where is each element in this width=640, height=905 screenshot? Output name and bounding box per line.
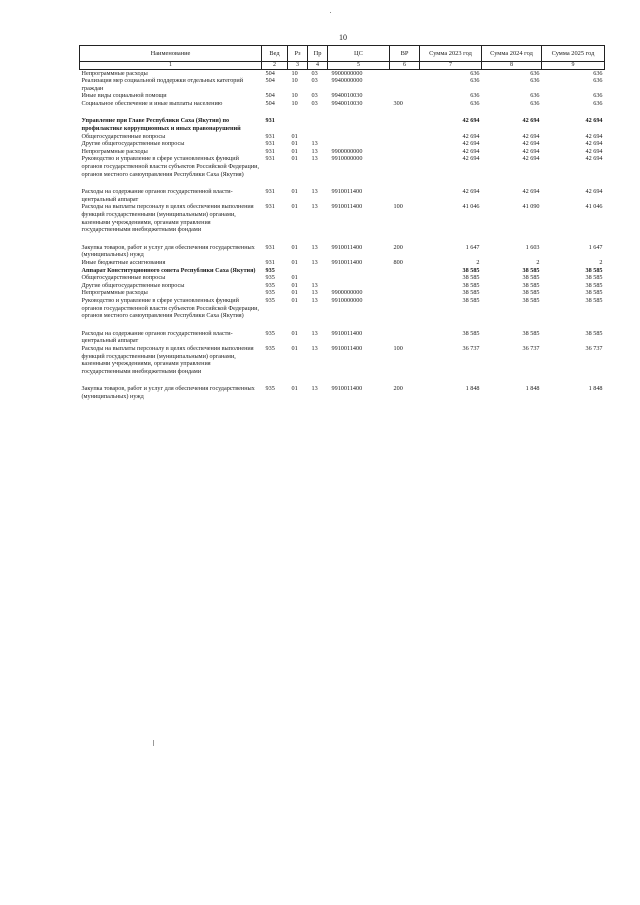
cell-vr: [390, 148, 420, 156]
cell-ved: 935: [265, 329, 275, 337]
cell-vr: [390, 289, 420, 297]
cell-rz: 10: [291, 99, 298, 107]
cell-pr: 13: [311, 243, 318, 251]
cell-cs: 9910011400: [331, 385, 363, 393]
cell-rz: 01: [291, 140, 298, 148]
table-row: [80, 203, 605, 233]
header-sum-2023: Сумма 2023 год: [420, 46, 482, 62]
cell-sum-2025: 42 694: [585, 117, 603, 125]
cell-sum-2024: 636: [530, 69, 540, 77]
header-sum-2024: Сумма 2024 год: [482, 46, 542, 62]
cell-pr: [308, 133, 328, 141]
spacer-row: [80, 320, 605, 330]
cell-rz: [288, 117, 308, 132]
cell-pr: 03: [311, 99, 318, 107]
cell-name: Непрограммные расходы: [81, 289, 148, 297]
cell-pr: 13: [311, 140, 318, 148]
cell-vr: 200: [393, 385, 403, 393]
budget-table: [79, 45, 605, 400]
cell-sum-2025: 38 585: [585, 281, 603, 289]
cell-cs: 9940010030: [331, 99, 363, 107]
cell-pr: 13: [311, 289, 318, 297]
cell-cs: 9910011400: [331, 258, 363, 266]
header-sum-2025: Сумма 2025 год: [542, 46, 605, 62]
cell-rz: 01: [291, 188, 298, 196]
cell-rz: 01: [291, 203, 298, 211]
cell-pr: 13: [311, 296, 318, 304]
cell-sum-2025: 38 585: [585, 329, 603, 337]
cell-sum-2023: 1 848: [465, 385, 480, 393]
cell-vr: [390, 133, 420, 141]
header-ved: Вед: [262, 46, 288, 62]
cell-sum-2025: 38 585: [585, 296, 603, 304]
cell-rz: 01: [291, 243, 298, 251]
table-row: [80, 289, 605, 297]
cell-sum-2025: 636: [593, 92, 603, 100]
cell-cs: [328, 133, 390, 141]
table-row: [80, 100, 605, 108]
cell-sum-2023: 636: [470, 69, 480, 77]
cell-ved: 504: [265, 69, 275, 77]
cell-name: Общегосударственные вопросы: [81, 132, 166, 140]
cell-sum-2025: 42 694: [585, 147, 603, 155]
table-row: [80, 345, 605, 375]
cell-ved: 931: [265, 155, 275, 163]
cell-sum-2024: 38 585: [522, 274, 540, 282]
cell-name: Социальное обеспечение и иные выплаты населению: [81, 99, 223, 107]
cell-ved: 935: [265, 344, 275, 352]
cell-pr: 13: [311, 281, 318, 289]
spacer-row: [80, 178, 605, 188]
cell-sum-2023: 38 585: [462, 289, 480, 297]
cell-sum-2024: 1 603: [525, 243, 540, 251]
cell-sum-2024: 38 585: [522, 281, 540, 289]
cell-vr: 100: [393, 203, 403, 211]
cell-name: Расходы на содержание органов государственной власти- центральный аппарат: [81, 188, 233, 203]
cell-name: Расходы на выплаты персоналу в целях обеспечения выполнения функций государственными (муниципальными) органами, казенными учреждениями, органами управления государственными внебюджетными фондами: [81, 203, 254, 234]
table-row: [80, 77, 605, 92]
cell-pr: 13: [311, 203, 318, 211]
cell-sum-2024: 36 737: [522, 344, 540, 352]
cell-sum-2025: 1 647: [588, 243, 603, 251]
cell-ved: 935: [265, 385, 275, 393]
spacer-row: [80, 375, 605, 385]
cell-cs: [328, 282, 390, 290]
cell-name: Иные виды социальной помощи: [81, 92, 167, 100]
spacer-row: [80, 107, 605, 117]
table-row: [80, 92, 605, 100]
cell-sum-2023: 42 694: [462, 155, 480, 163]
cell-cs: 9900000000: [331, 69, 363, 77]
cell-sum-2024: 41 090: [522, 203, 540, 211]
cell-vr: [390, 188, 420, 203]
column-number: 9: [542, 62, 605, 70]
table-row: [80, 133, 605, 141]
cell-cs: 9910000000: [331, 155, 363, 163]
spacer-cell: [80, 375, 605, 385]
cell-name: Закупка товаров, работ и услуг для обеспечения государственных (муниципальных) нужд: [81, 243, 255, 259]
cell-sum-2024: 42 694: [522, 117, 540, 125]
table-row: [80, 117, 605, 132]
cell-pr: 13: [311, 344, 318, 352]
table-row: [80, 259, 605, 267]
spacer-cell: [80, 178, 605, 188]
cell-rz: 01: [291, 385, 298, 393]
scan-speck: [330, 12, 331, 13]
cell-ved: 931: [265, 132, 275, 140]
table-row: [80, 140, 605, 148]
cell-cs: [328, 117, 390, 132]
cell-cs: 9910011400: [331, 329, 363, 337]
cell-sum-2024: 636: [530, 99, 540, 107]
cell-rz: 01: [291, 329, 298, 337]
cell-name: Другие общегосударственные вопросы: [81, 281, 185, 289]
cell-ved: 931: [265, 117, 275, 125]
cell-pr: 13: [311, 147, 318, 155]
cell-sum-2025: 38 585: [585, 274, 603, 282]
cell-ved: 931: [265, 203, 275, 211]
cell-rz: [288, 267, 308, 275]
cell-sum-2025: 38 585: [585, 266, 603, 274]
cell-rz: 10: [291, 69, 298, 77]
cell-sum-2024: 42 694: [522, 132, 540, 140]
cell-name: Непрограммные расходы: [81, 147, 148, 155]
cell-sum-2024: 636: [530, 77, 540, 85]
column-number: 8: [482, 62, 542, 70]
cell-vr: [390, 92, 420, 100]
cell-sum-2024: 42 694: [522, 188, 540, 196]
cell-cs: 9900000000: [331, 289, 363, 297]
table-row: [80, 244, 605, 259]
spacer-cell: [80, 320, 605, 330]
cell-sum-2023: 42 694: [462, 132, 480, 140]
cell-sum-2025: 2: [599, 258, 603, 266]
column-number: 7: [420, 62, 482, 70]
cell-sum-2025: 1 848: [588, 385, 603, 393]
cell-ved: 931: [265, 188, 275, 196]
cell-name: Управление при Главе Республики Саха (Якутия) по профилактике коррупционных и иных правонарушений: [81, 117, 241, 133]
table-row: [80, 69, 605, 77]
table-row: [80, 274, 605, 282]
table-row: [80, 282, 605, 290]
cell-pr: 13: [311, 385, 318, 393]
scan-mark: [153, 740, 154, 746]
cell-vr: [390, 155, 420, 178]
table-row: [80, 188, 605, 203]
cell-sum-2024: 38 585: [522, 329, 540, 337]
cell-pr: 13: [311, 155, 318, 163]
header-rz: Рз: [288, 46, 308, 62]
cell-name: Руководство и управление в сфере установленных функций органов государственной власти субъектов Российской Федерации, органов местного самоуправления Республики Саха (Якутия): [81, 296, 260, 320]
cell-sum-2023: 36 737: [462, 344, 480, 352]
cell-cs: 9940000000: [331, 77, 363, 85]
cell-rz: 01: [291, 281, 298, 289]
column-number: 5: [328, 62, 390, 70]
cell-sum-2023: 38 585: [462, 274, 480, 282]
cell-sum-2025: 636: [593, 69, 603, 77]
cell-cs: 9910011400: [331, 243, 363, 251]
cell-vr: 100: [393, 344, 403, 352]
column-number: 1: [80, 62, 262, 70]
table-row: [80, 385, 605, 400]
cell-vr: 300: [393, 99, 403, 107]
cell-ved: 931: [265, 147, 275, 155]
cell-pr: [308, 117, 328, 132]
cell-pr: 13: [311, 329, 318, 337]
cell-sum-2023: 636: [470, 92, 480, 100]
cell-sum-2025: 636: [593, 99, 603, 107]
cell-cs: 9940010030: [331, 92, 363, 100]
cell-vr: [390, 69, 420, 77]
table-row: [80, 155, 605, 178]
cell-sum-2023: 41 046: [462, 203, 480, 211]
spacer-row: [80, 234, 605, 244]
cell-pr: 03: [311, 69, 318, 77]
cell-ved: 504: [265, 92, 275, 100]
cell-cs: 9910011400: [331, 203, 363, 211]
cell-rz: 01: [291, 147, 298, 155]
cell-rz: 01: [291, 274, 298, 282]
cell-pr: [308, 267, 328, 275]
header-cs: ЦС: [328, 46, 390, 62]
cell-name: Другие общегосударственные вопросы: [81, 140, 185, 148]
cell-pr: 03: [311, 77, 318, 85]
cell-sum-2023: 636: [470, 77, 480, 85]
cell-name: Непрограммные расходы: [81, 69, 148, 77]
cell-sum-2025: 38 585: [585, 289, 603, 297]
cell-name: Закупка товаров, работ и услуг для обеспечения государственных (муниципальных) нужд: [81, 385, 255, 400]
cell-sum-2023: 38 585: [462, 266, 480, 274]
cell-cs: [328, 267, 390, 275]
cell-name: Иные бюджетные ассигнования: [81, 258, 166, 266]
cell-name: Расходы на содержание органов государственной власти- центральный аппарат: [81, 329, 233, 345]
cell-sum-2023: 42 694: [462, 117, 480, 125]
header-pr: Пр: [308, 46, 328, 62]
column-number-row: [80, 62, 605, 70]
cell-vr: [390, 77, 420, 92]
cell-rz: 01: [291, 155, 298, 163]
cell-sum-2024: 38 585: [522, 266, 540, 274]
cell-vr: 800: [393, 258, 403, 266]
cell-sum-2025: 36 737: [585, 344, 603, 352]
column-number: 6: [390, 62, 420, 70]
cell-vr: [390, 140, 420, 148]
cell-cs: 9900000000: [331, 147, 363, 155]
cell-sum-2025: 41 046: [585, 203, 603, 211]
cell-vr: [390, 297, 420, 320]
cell-sum-2025: 42 694: [585, 188, 603, 196]
cell-cs: 9910000000: [331, 296, 363, 304]
cell-rz: 10: [291, 77, 298, 85]
cell-sum-2023: 38 585: [462, 329, 480, 337]
cell-pr: 13: [311, 188, 318, 196]
cell-name: Расходы на выплаты персоналу в целях обеспечения выполнения функций государственными (муниципальными) органами, казенными учреждениями, органами управления государственными внебюджетными фондами: [81, 344, 254, 375]
table-row: [80, 148, 605, 156]
cell-sum-2024: 38 585: [522, 296, 540, 304]
cell-ved: 935: [265, 296, 275, 304]
cell-sum-2023: 1 647: [465, 243, 480, 251]
cell-ved: 931: [265, 243, 275, 251]
cell-sum-2023: 636: [470, 99, 480, 107]
table-row: [80, 267, 605, 275]
table-row: [80, 330, 605, 345]
cell-sum-2025: 42 694: [585, 132, 603, 140]
header-row: [80, 46, 605, 62]
budget-table-container: [79, 45, 604, 400]
cell-ved: 935: [265, 266, 275, 274]
cell-ved: 931: [265, 258, 275, 266]
cell-sum-2024: 636: [530, 92, 540, 100]
cell-sum-2024: 42 694: [522, 147, 540, 155]
cell-name: Реализация мер социальной поддержки отдельных категорий граждан: [81, 77, 244, 92]
cell-rz: 01: [291, 258, 298, 266]
spacer-cell: [80, 107, 605, 117]
cell-sum-2025: 636: [593, 77, 603, 85]
cell-vr: [390, 117, 420, 132]
cell-ved: 935: [265, 281, 275, 289]
page-number: 10: [339, 33, 347, 42]
cell-cs: 9910011400: [331, 344, 363, 352]
cell-cs: [328, 140, 390, 148]
cell-ved: 935: [265, 274, 275, 282]
cell-vr: [390, 282, 420, 290]
cell-ved: 935: [265, 289, 275, 297]
column-number: 2: [262, 62, 288, 70]
cell-ved: 504: [265, 77, 275, 85]
column-number: 4: [308, 62, 328, 70]
cell-rz: 01: [291, 132, 298, 140]
cell-ved: 504: [265, 99, 275, 107]
cell-vr: [390, 274, 420, 282]
header-vr: ВР: [390, 46, 420, 62]
table-row: [80, 297, 605, 320]
spacer-cell: [80, 234, 605, 244]
cell-rz: 01: [291, 296, 298, 304]
cell-sum-2025: 42 694: [585, 155, 603, 163]
cell-sum-2023: 38 585: [462, 281, 480, 289]
cell-sum-2023: 2: [476, 258, 480, 266]
cell-sum-2024: 38 585: [522, 289, 540, 297]
cell-name: Общегосударственные вопросы: [81, 274, 166, 282]
cell-sum-2023: 42 694: [462, 140, 480, 148]
header-name: Наименование: [80, 46, 262, 62]
cell-name: Руководство и управление в сфере установленных функций органов государственной власти субъектов Российской Федерации, органов местного самоуправления Республики Саха (Якутия): [81, 155, 260, 178]
cell-name: Аппарат Конституционного совета Республики Саха (Якутия): [81, 266, 256, 274]
cell-rz: 10: [291, 92, 298, 100]
cell-sum-2024: 42 694: [522, 140, 540, 148]
cell-sum-2023: 38 585: [462, 296, 480, 304]
cell-sum-2024: 42 694: [522, 155, 540, 163]
cell-pr: 03: [311, 92, 318, 100]
cell-vr: 200: [393, 243, 403, 251]
cell-cs: [328, 274, 390, 282]
column-number: 3: [288, 62, 308, 70]
cell-vr: [390, 330, 420, 345]
cell-vr: [390, 267, 420, 275]
cell-sum-2025: 42 694: [585, 140, 603, 148]
cell-sum-2023: 42 694: [462, 147, 480, 155]
cell-pr: [308, 274, 328, 282]
table-body: [80, 69, 605, 400]
cell-ved: 931: [265, 140, 275, 148]
cell-rz: 01: [291, 344, 298, 352]
cell-pr: 13: [311, 258, 318, 266]
cell-cs: 9910011400: [331, 188, 363, 196]
cell-sum-2024: 2: [536, 258, 540, 266]
cell-rz: 01: [291, 289, 298, 297]
cell-sum-2024: 1 848: [525, 385, 540, 393]
cell-sum-2023: 42 694: [462, 188, 480, 196]
